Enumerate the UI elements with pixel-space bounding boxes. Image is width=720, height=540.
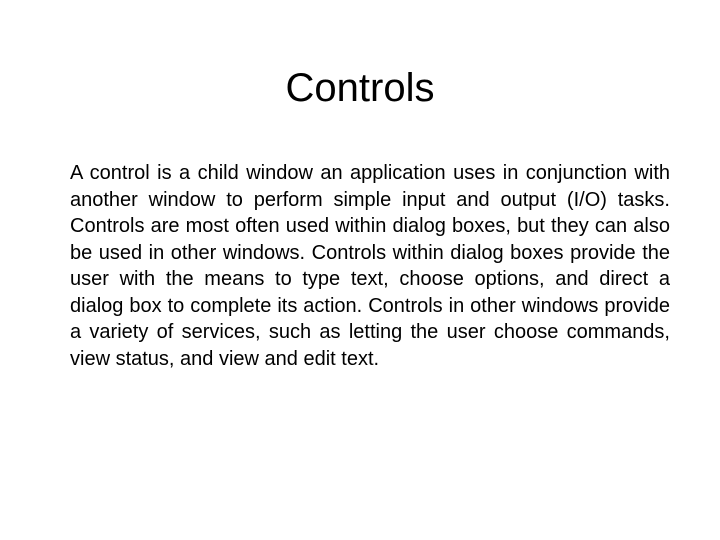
slide-title: Controls	[285, 66, 435, 110]
slide-body-text: A control is a child window an application uses in conjunction with another window to perform simple input and output (I/O) tasks. Controls are most often used within dialog boxes, but they can also be used in other windows. Controls within dialog boxes provide the user with the means to type text, choose options, and direct a dialog box to complete its action. Controls in other windows provide a variety of services, such as letting the user choose commands, view status, and view and edit text.	[70, 162, 670, 370]
